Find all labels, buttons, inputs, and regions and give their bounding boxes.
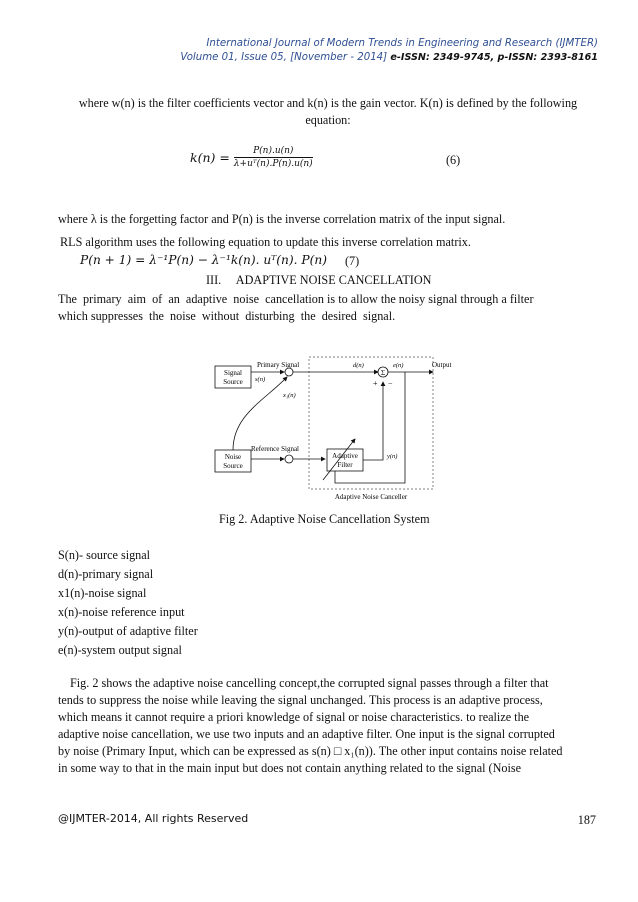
journal-volume-line bbox=[180, 52, 598, 63]
primary-summer bbox=[285, 368, 293, 376]
definition-item: x(n)-noise reference input bbox=[58, 605, 185, 619]
adaptive-filter-label-1: Adaptive bbox=[332, 452, 358, 460]
primary-signal-label: Primary Signal bbox=[257, 361, 300, 369]
journal-volume: Volume 01, Issue 05, [November - 2014] bbox=[180, 52, 388, 63]
body-line: by noise (Primary Input, which can be expressed as s(n) □ x₁(n)). The other input contains noise related bbox=[58, 744, 563, 758]
d-n-label: d(n) bbox=[353, 362, 364, 369]
page-number: 187 bbox=[577, 813, 596, 827]
canceller-label: Adaptive Noise Canceller bbox=[334, 493, 408, 501]
equation-7: P(n + 1) = λ⁻¹P(n) − λ⁻¹k(n). uᵀ(n). P(n) bbox=[80, 253, 327, 267]
section-title: III. ADAPTIVE NOISE CANCELLATION bbox=[206, 273, 432, 287]
reference-node bbox=[285, 455, 293, 463]
reference-signal-label: Reference Signal bbox=[251, 445, 300, 453]
journal-title: International Journal of Modern Trends in Engineering and Research (IJMTER) bbox=[206, 38, 598, 49]
figure-caption: Fig 2. Adaptive Noise Cancellation System bbox=[219, 512, 430, 526]
sigma-symbol: Σ bbox=[380, 369, 386, 377]
minus-sign: − bbox=[388, 379, 393, 388]
aim-line-2: which suppresses the noise without disturbing the desired signal. bbox=[58, 309, 396, 323]
definition-item: e(n)-system output signal bbox=[58, 643, 182, 657]
body-line: in some way to that in the main input but does not contain anything related to the signal (Noise bbox=[58, 761, 522, 775]
signal-source-label-2: Source bbox=[223, 378, 243, 386]
body-line: tends to suppress the noise while leaving the signal unchanged. This process is an adaptive process, bbox=[58, 693, 543, 707]
anc-block-diagram bbox=[205, 355, 460, 505]
adaptive-filter-label-2: Filter bbox=[337, 461, 353, 469]
eq7-number: (7) bbox=[345, 254, 360, 268]
body-line: which means it cannot require a priori knowledge of signal or noise characteristics. to realize the bbox=[58, 710, 530, 724]
e-n-label: e(n) bbox=[393, 362, 404, 369]
eq6-number: (6) bbox=[446, 153, 461, 167]
s-n-label: s(n) bbox=[255, 376, 266, 383]
x1-n-label: x₁(n) bbox=[283, 392, 296, 399]
plus-sign: + bbox=[373, 379, 378, 388]
noise-source-label-1: Noise bbox=[224, 453, 242, 461]
definition-item: x1(n)-noise signal bbox=[58, 586, 147, 600]
eq6-numerator: P(n).u(n) bbox=[234, 146, 313, 158]
footer-copyright: @IJMTER-2014, All rights Reserved bbox=[58, 812, 249, 825]
eq6-denominator: λ+uᵀ(n).P(n).u(n) bbox=[233, 159, 313, 169]
aim-line-1: The primary aim of an adaptive noise cancellation is to allow the noisy signal through a filter bbox=[58, 292, 534, 306]
body-line: adaptive noise cancellation, we use two inputs and an adaptive filter. One input is the signal corrupted bbox=[58, 727, 555, 741]
journal-issn: e-ISSN: 2349-9745, p-ISSN: 2393-8161 bbox=[390, 52, 598, 63]
definition-item: y(n)-output of adaptive filter bbox=[58, 624, 198, 638]
definition-list bbox=[58, 546, 198, 660]
output-label: Output bbox=[432, 361, 452, 369]
rls-text: RLS algorithm uses the following equation to update this inverse correlation matrix. bbox=[60, 235, 471, 249]
definition-item: d(n)-primary signal bbox=[58, 567, 154, 581]
body-line: Fig. 2 shows the adaptive noise cancelling concept,the corrupted signal passes through a filter that bbox=[70, 676, 549, 690]
definition-item: S(n)- source signal bbox=[58, 548, 151, 562]
intro-line-1: where w(n) is the filter coefficients vector and k(n) is the gain vector. K(n) is defined by the following bbox=[78, 96, 578, 110]
noise-source-label-2: Source bbox=[223, 462, 243, 470]
eq6-fraction bbox=[234, 146, 313, 169]
signal-source-label-1: Signal bbox=[224, 369, 242, 377]
y-n-label: y(n) bbox=[387, 453, 398, 460]
intro-line-2: equation: bbox=[305, 113, 351, 127]
eq6-lhs: k(n) = bbox=[190, 150, 230, 165]
lambda-text: where λ is the forgetting factor and P(n) is the inverse correlation matrix of the input signal. bbox=[58, 212, 506, 226]
equation-6 bbox=[190, 146, 313, 169]
